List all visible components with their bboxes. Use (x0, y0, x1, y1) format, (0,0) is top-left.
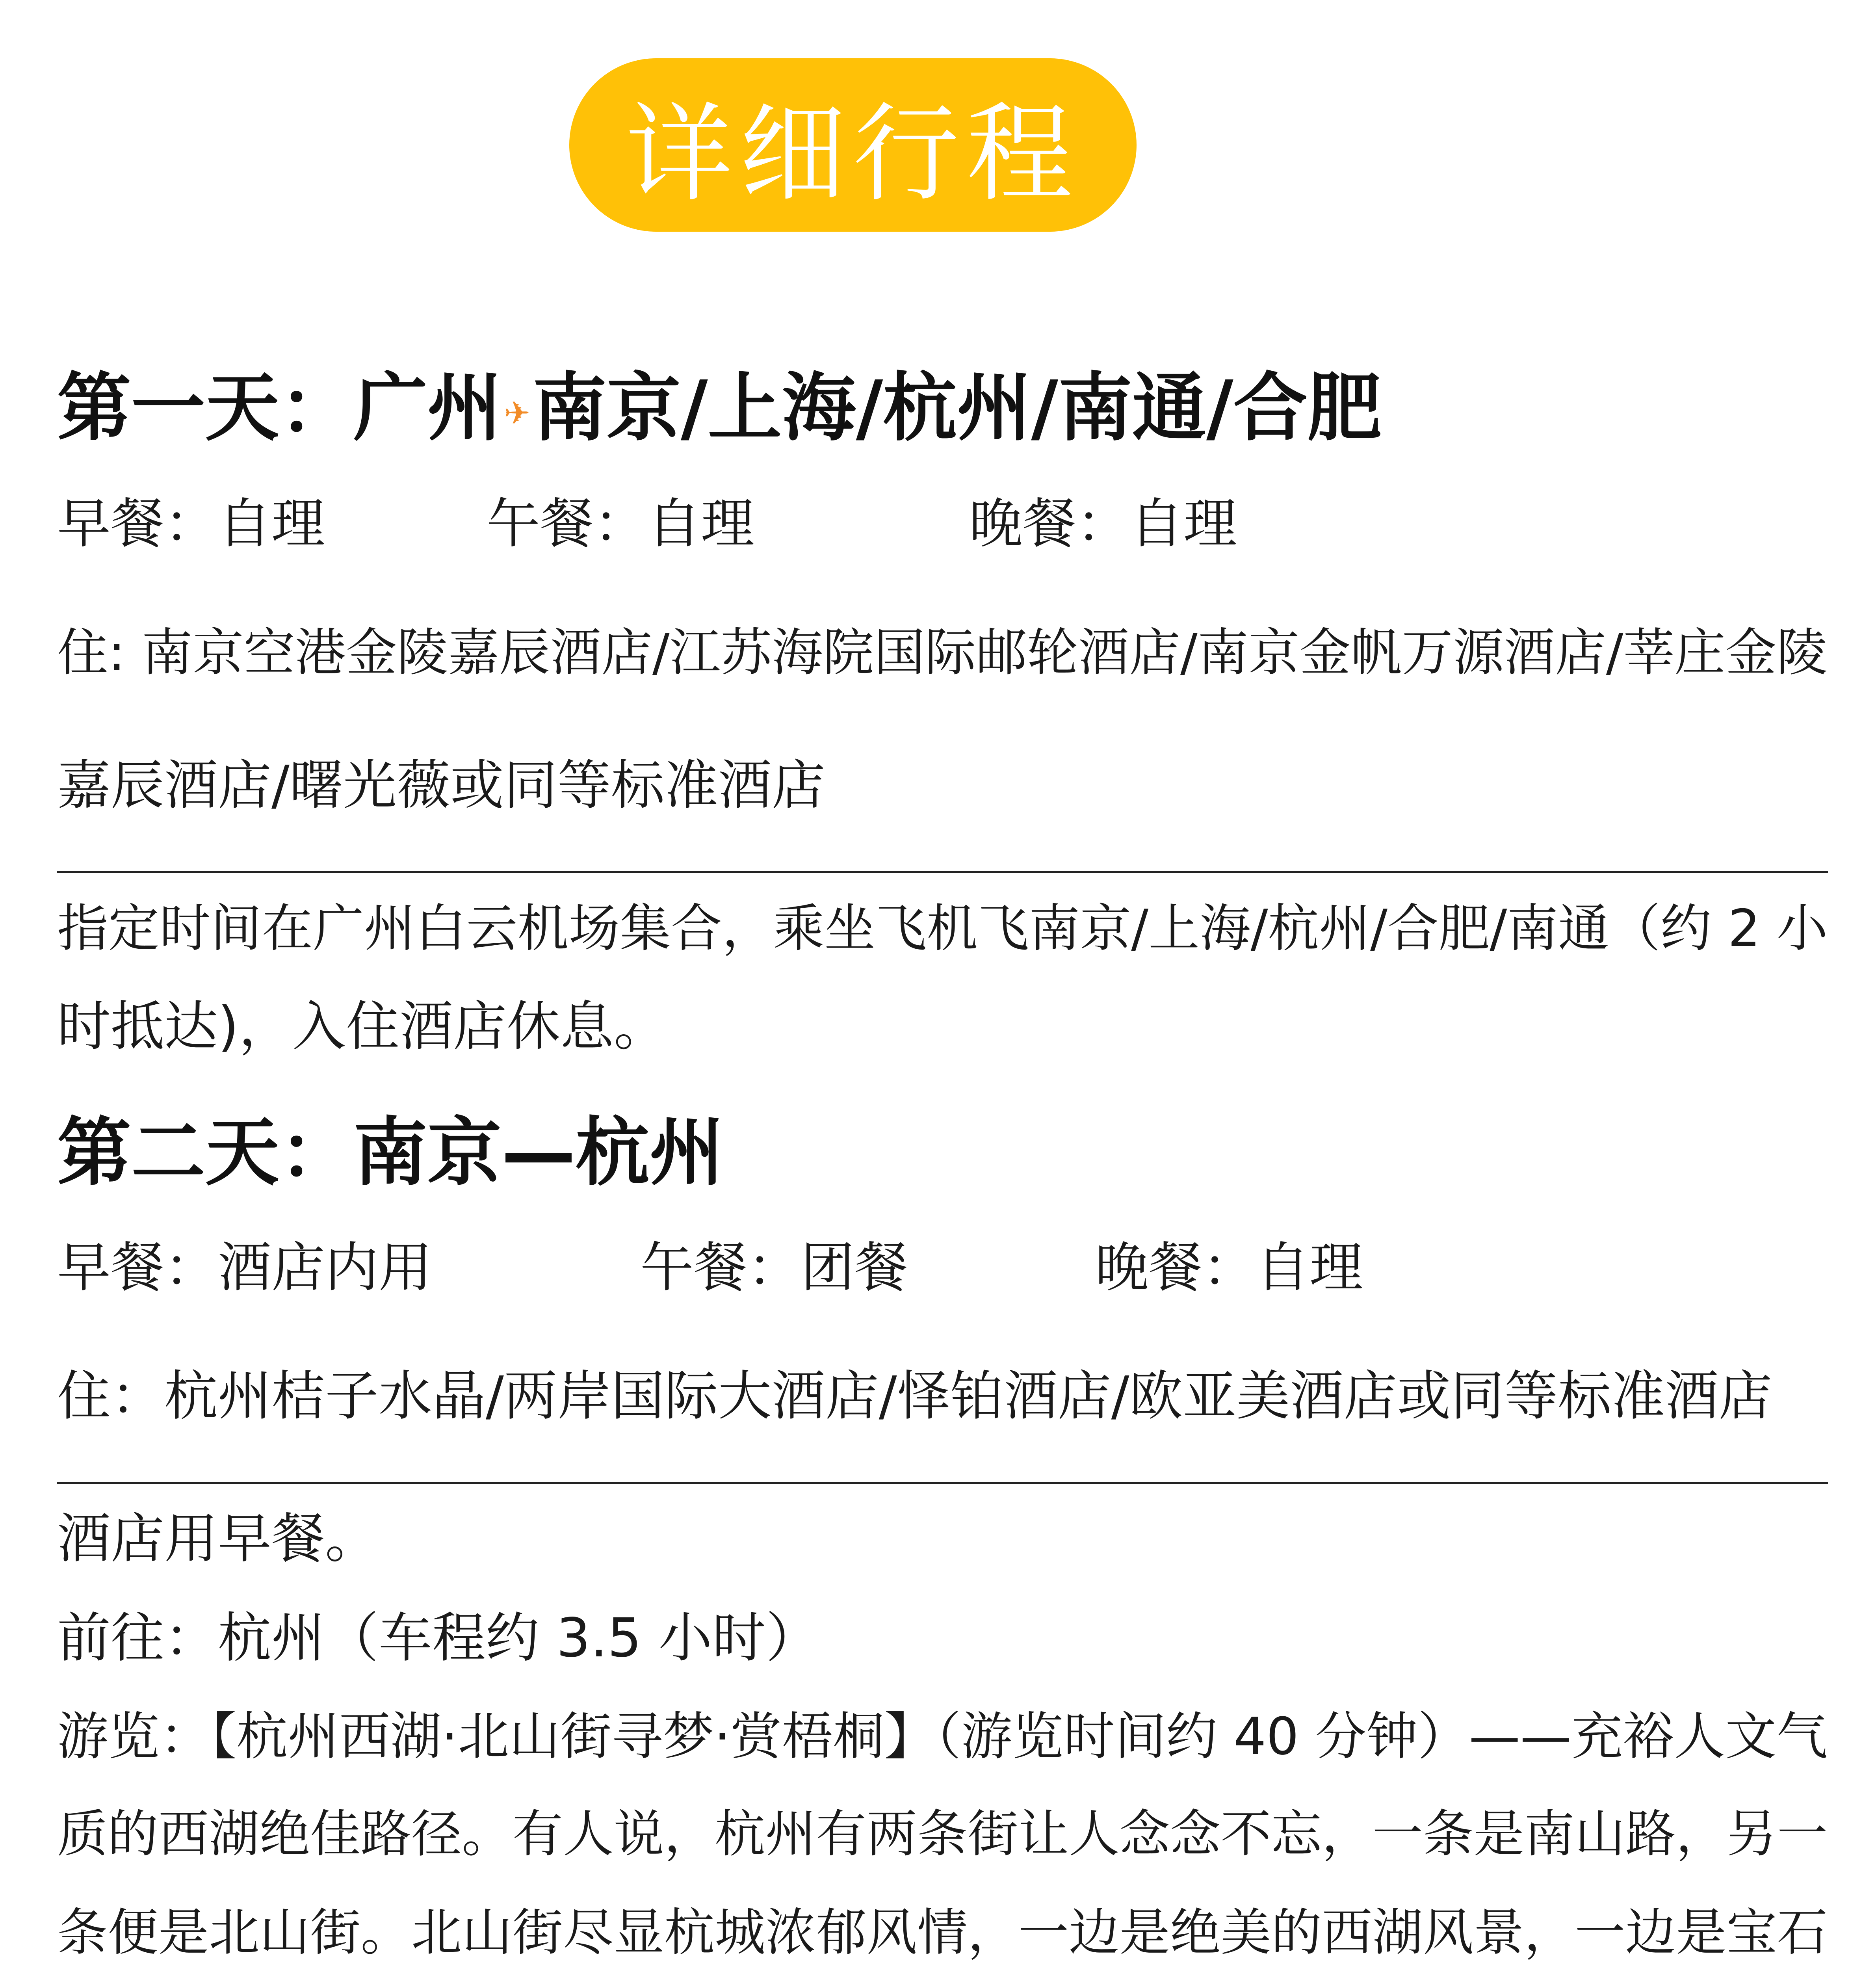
day2-dinner: 晚餐：自理 (1095, 1237, 1363, 1299)
day2-divider (57, 1482, 1828, 1484)
day1-breakfast: 早餐：自理 (57, 493, 325, 555)
day1-desc-line-2: 时抵达)，入住酒店休息。 (57, 996, 668, 1058)
day1-hotel-line-2: 嘉辰酒店/曙光薇或同等标准酒店 (57, 755, 825, 817)
day1-divider (57, 871, 1828, 873)
day1-heading-part1: 第一天：广州 (57, 365, 502, 451)
title-pill (569, 58, 1137, 232)
day1-desc-line-1: 指定时间在广州白云机场集合，乘坐飞机飞南京/上海/杭州/合肥/南通（约 2 小 (57, 898, 1828, 958)
page-title: 详细行程 (626, 92, 1080, 216)
day2-lunch: 午餐：团餐 (640, 1237, 908, 1299)
day2-heading: 第二天：南京—杭州 (57, 1110, 724, 1196)
day1-heading-part2: 南京/上海/杭州/南通/合肥 (533, 365, 1382, 451)
day2-breakfast: 早餐：酒店内用 (57, 1237, 432, 1299)
day1-heading (57, 365, 1382, 451)
day2-hotel-line-1: 住：杭州桔子水晶/两岸国际大酒店/怿铂酒店/欧亚美酒店或同等标准酒店 (57, 1365, 1772, 1427)
day1-hotel-line-1: 住: 南京空港金陵嘉辰酒店/江苏海院国际邮轮酒店/南京金帆万源酒店/莘庄金陵 (57, 623, 1828, 682)
day2-desc-line-5: 条便是北山街。北山街尽显杭城浓郁风情，一边是绝美的西湖风景，一边是宝石 (57, 1903, 1828, 1962)
day2-desc-line-2: 前往：杭州（车程约 3.5 小时） (57, 1607, 819, 1669)
day2-desc-line-1: 酒店用早餐。 (57, 1508, 379, 1570)
plane-icon: ✈ (504, 394, 531, 431)
day1-dinner: 晚餐：自理 (969, 493, 1237, 555)
day1-lunch: 午餐：自理 (487, 493, 754, 555)
day2-desc-line-3: 游览：【杭州西湖·北山街寻梦·赏梧桐】（游览时间约 40 分钟）——充裕人文气 (57, 1706, 1828, 1766)
day2-desc-line-4: 质的西湖绝佳路径。有人说，杭州有两条街让人念念不忘，一条是南山路，另一 (57, 1805, 1828, 1864)
